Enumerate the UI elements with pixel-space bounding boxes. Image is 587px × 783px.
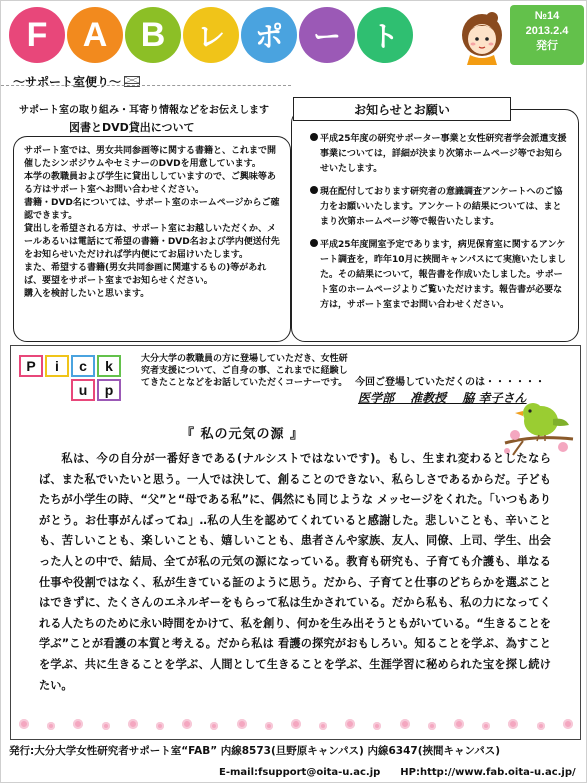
header bbox=[1, 1, 587, 73]
blossom-icon bbox=[319, 722, 327, 730]
flower-border bbox=[19, 719, 573, 737]
bullet-icon bbox=[310, 133, 318, 141]
blossom-icon bbox=[182, 719, 192, 729]
notice-text: 平成25年度の研究サポーター事業と女性研究者学会派遣支援事業については，詳細が決まり次第ホームページ等でお知らせいたします。 bbox=[320, 134, 567, 174]
blossom-icon bbox=[563, 719, 573, 729]
bullet-icon bbox=[310, 239, 318, 247]
blossom-icon bbox=[102, 722, 110, 730]
issue-date: 2013.2.4 bbox=[525, 25, 569, 37]
footer-publisher: 発行:大分大学女性研究者サポート室“FAB” 内線8573(旦野原キャンパス) 内線6347(挾間キャンパス) bbox=[9, 745, 501, 757]
library-paragraph: サポート室では、男女共同参画等に関する書籍と、これまで開催したシンポジウムやセミナーのDVDを用意しています。 bbox=[24, 146, 277, 169]
pickup-tile: u bbox=[71, 379, 95, 401]
library-info-box bbox=[13, 136, 291, 342]
pickup-description: 大分大学の教職員の方に登場していただき、女性研究者支援について、ご自身の事、これまでに経験してきたことなどをお話していただくコーナーです。 bbox=[141, 354, 348, 388]
title-letter-b: B bbox=[125, 7, 181, 63]
library-section-title: 図書とDVD貸出について bbox=[69, 121, 195, 134]
issue-label: 発行 bbox=[536, 40, 558, 52]
blossom-icon bbox=[508, 719, 518, 729]
title-letter-to: ト bbox=[357, 7, 413, 63]
essay-title: 『 私の元気の源 』 bbox=[181, 427, 305, 442]
blossom-icon bbox=[210, 722, 218, 730]
blossom-icon bbox=[237, 719, 247, 729]
blossom-icon bbox=[400, 719, 410, 729]
notices-title: お知らせとお願い bbox=[293, 97, 511, 121]
title-letter-po: ポ bbox=[241, 7, 297, 63]
blossom-icon bbox=[428, 722, 436, 730]
pickup-logo bbox=[19, 355, 131, 403]
pickup-tile: c bbox=[71, 355, 95, 377]
pickup-tile: p bbox=[97, 379, 121, 401]
blossom-icon bbox=[156, 722, 164, 730]
blossom-icon bbox=[291, 719, 301, 729]
issue-info-badge bbox=[510, 5, 584, 65]
blossom-icon bbox=[482, 722, 490, 730]
bird-on-branch-icon bbox=[503, 391, 575, 457]
blossom-icon bbox=[19, 719, 29, 729]
blossom-icon bbox=[265, 722, 273, 730]
mascot-girl-icon bbox=[457, 9, 507, 65]
newsletter-title bbox=[9, 7, 413, 63]
title-letter-dash: ー bbox=[299, 7, 355, 63]
notice-item bbox=[310, 132, 568, 177]
blossom-icon bbox=[47, 722, 55, 730]
title-letter-re: レ bbox=[183, 7, 239, 63]
library-paragraph: また、希望する書籍(男女共同参画に関連するもの)等があれば、要望をサポート室までお知らせください。 bbox=[24, 263, 267, 286]
issue-number: №14 bbox=[534, 10, 560, 22]
blossom-icon bbox=[73, 719, 83, 729]
essay-body: 私は、今の自分が一番好きである(ナルシストではないです)。もし、生まれ変わるとしたならば、また私でいたいと思う。一人では決して、創ることのできない、私らしさであるからだ。子どもたちが小学生の時、“父”と“母である私”に、偶然にも同じような メッセージをくれた。「いつもありがとう。お仕事がんばってね」‥私の人生を認めてくれていると感謝した。悲しいことも、辛いことも、苦しいことも、楽しいことも、嬉しいことも、患者さんや家族、友人、同僚、上司、学生、出会った人との中で、結局、全てが私の元気の源になっている。教育も研究も、子育ても介護も、単なる仕事や役割ではなく、私が生きている証のように思う。だから、子育てと仕事のどちらかを選ぶことはできずに、たくさんのエネルギーをもらって私は生かされている。だから私も、私の力になってくれる人たちのために永い時間をかけて、私を創り、何かを生み出そうともがいている。“生きることを学ぶ”ことが看護の本質と考える。だから私は 看護の探究がおもしろい。知ることを学ぶ、為すことを学ぶ、共に生きることを学ぶ、人間として生きることを学ぶ、生涯学習に秘められた宝を探し続けたい。 bbox=[39, 452, 551, 692]
library-paragraph: 本学の教職員および学生に貸出ししていますので、ご興味等ある方はサポート室へお問い合わせください。 bbox=[24, 172, 276, 195]
pickup-tile: k bbox=[97, 355, 121, 377]
divider bbox=[1, 85, 291, 86]
library-paragraph: 書籍・DVD名については、サポート室のホームページからご確認できます。 bbox=[24, 198, 280, 221]
notice-item bbox=[310, 238, 568, 313]
blossom-icon bbox=[373, 722, 381, 730]
notice-text: 平成25年度開室予定であります，病児保育室に関するアンケート調査を，昨年10月に挾間キャンパスにて実施いたしました。その結果について，報告書を作成いたしました。サポート室のホームページよりご覧いただけます。報告書が必要な方は，サポート室までお問い合わせください。 bbox=[320, 240, 566, 310]
blossom-icon bbox=[537, 722, 545, 730]
support-heading bbox=[13, 73, 140, 90]
pickup-tile: P bbox=[19, 355, 43, 377]
blossom-icon bbox=[345, 719, 355, 729]
bullet-icon bbox=[310, 186, 318, 194]
guest-name: 医学部 准教授 脇 幸子さん bbox=[358, 391, 527, 405]
guest-intro: 今回ご登場していただくのは・・・・・・ bbox=[355, 377, 545, 388]
pickup-tile: i bbox=[45, 355, 69, 377]
notice-item bbox=[310, 185, 568, 230]
notice-text: 現在配付しております研究者の意識調査アンケートへのご協力をお願いいたします。アンケートの結果については、まとまり次第ホームページ等で報告いたします。 bbox=[320, 187, 563, 227]
library-paragraph: 貸出しを希望される方は、サポート室にお越しいただくか、メールあるいは電話にて希望の書籍・DVD名および学内便送付先をお知らせいただければ学内便にてお届けいたします。 bbox=[24, 224, 280, 260]
library-paragraph: 購入を検討したいと思います。 bbox=[24, 289, 150, 299]
support-subheading: サポート室の取り組み・耳寄り情報などをお伝えします bbox=[19, 105, 269, 116]
support-heading-text: ～サポート室便り～ bbox=[13, 75, 122, 89]
title-letter-a: A bbox=[67, 7, 123, 63]
blossom-icon bbox=[128, 719, 138, 729]
blossom-icon bbox=[454, 719, 464, 729]
notices-box bbox=[291, 109, 579, 342]
title-letter-f: F bbox=[9, 7, 65, 63]
footer-contact: E-mail:fsupport@oita-u.ac.jp HP:http://www.fab.oita-u.ac.jp/ bbox=[219, 767, 576, 778]
